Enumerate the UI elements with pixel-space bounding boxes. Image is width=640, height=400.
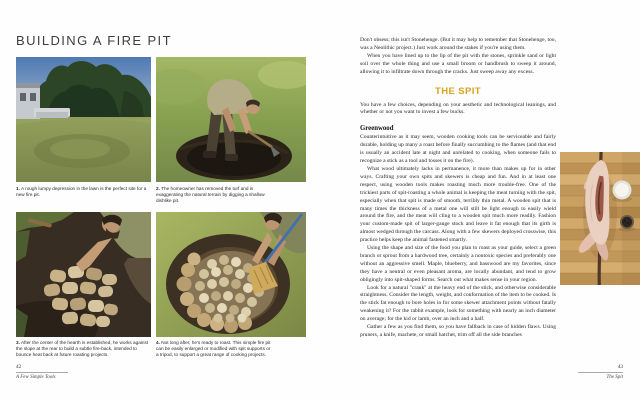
photo-caption-4: 4. Not long after, he's ready to roast. This simple fire pit can be easily enlarged or modified with spit supports or a tripod, to support a great range of cooking projects. — [156, 340, 271, 357]
photo-1-lawn-depression — [16, 57, 151, 182]
subsection-heading-greenwood: Greenwood — [360, 125, 394, 133]
body-paragraph-3: Using the shape and size of the food you plan to roast as your guide, select a green branch or sprout from a hardwood tree, certainly a nontoxic species and preferably one without an aggressive smell. Maple, blueberry, and basswood are my favorites, since they have a neutral or even pleasant aroma, are locally abundant, and tend to grow obligingly into spit-shaped forms. Search out what makes sense in your region. — [360, 245, 556, 283]
intro-paragraph-2: When you have lined up to the lip of the pit with the stones, sprinkle sand or light soil over the whole thing and use a small broom or handbrush to sweep it around, allowing it to infiltrate down through the cracks. Just sweep away any excess. — [360, 52, 556, 75]
salt-bowl — [612, 181, 632, 203]
footer-rule-right — [578, 372, 623, 373]
right-page-footer — [578, 364, 623, 380]
right-page-column — [360, 37, 556, 340]
section-intro-paragraph: You have a few choices, depending on your aesthetic and technological leanings, and whether or not you want to invest a few bucks. — [360, 101, 556, 116]
body-paragraph-2: What wood ultimately lacks in permanence, it more than makes up for in other ways. Crafting your own spits and skewers is cheap and fun. And in at least one respect, using wooden tools makes roasting much more trouble-free. One of the trickiest parts of spit-roasting a whole animal is keeping the meat turning with the spit, especially when that spit is made of smooth, terribly thin metal. A wooden spit that is many times the thickness of a metal one will still be light enough to easily wield around the fire, and the meat will cling to a wooden spit much more readily. Fashion your custom-made spit of larger-gauge stock and leave it fat enough that its girth is almost wedged through the carcass. Along with a few skewers deployed crosswise, this practice helps keep the animal fastened smartly. — [360, 165, 556, 244]
right-running-title: The Spit — [606, 375, 623, 380]
page-title: BUILDING A FIRE PIT — [16, 33, 172, 48]
left-running-title: A Few Simple Tools — [16, 375, 56, 380]
section-heading-the-spit: THE SPIT — [435, 85, 481, 97]
photo-4-finished-fire-pit — [156, 212, 306, 337]
footer-rule-left — [16, 372, 68, 373]
photo-3-placing-stones — [16, 212, 151, 337]
photo-5-rabbit-on-spit — [560, 152, 640, 285]
left-page-number: 42 — [16, 364, 22, 370]
intro-paragraph-1: Don't obsess; this isn't Stonehenge. (But it may help to remember that Stonehenge, too, was a Neolithic project.) Just work around the stakes if you're using them. — [360, 37, 556, 51]
photo-2-digging-pit — [156, 57, 306, 182]
photo-caption-1: 1. A rough lumpy depression in the lawn is the perfect site for a new fire pit. — [16, 186, 147, 197]
body-paragraph-4: Look for a natural "crank" at the heavy end of the stick, and otherwise considerable straightness. Consider the length, weight, and conformation of the item to be cooked. Is the stick fat enough to bore holes in for some skewer attachment points without fatally weakening it? For the rabbit example, look for something with nearly an inch diameter on average; for the kid or lamb, over an inch and a half. — [360, 284, 556, 323]
body-paragraph-5: Gather a few as you find them, so you have fallback in case of hidden flaws. Using pruners, a knife, machete, or small hatchet, trim off all the side branches — [360, 324, 556, 338]
photo-caption-2: 2. The homeowner has removed the turf and is exaggerating the natural terrain by digging a shallow dishlike pit. — [156, 186, 265, 203]
left-page-footer — [16, 364, 68, 380]
photo-caption-3: 3. After the center of the hearth is established, he works against the slope at the rear to build a subtle fire-back, intended to bounce heat back at future roasting projects. — [16, 340, 149, 357]
body-paragraph-1: Counterintuitive as it may seem, wooden cooking tools can be serviceable and fairly durable, holding up many a roast before finally succumbing to the flames (and that end is usually an accident late at night and unrelated to cooking, when someone fails to recognize a stick as a tool and tosses it on the fire). — [360, 134, 556, 165]
right-page-number: 43 — [617, 364, 623, 370]
